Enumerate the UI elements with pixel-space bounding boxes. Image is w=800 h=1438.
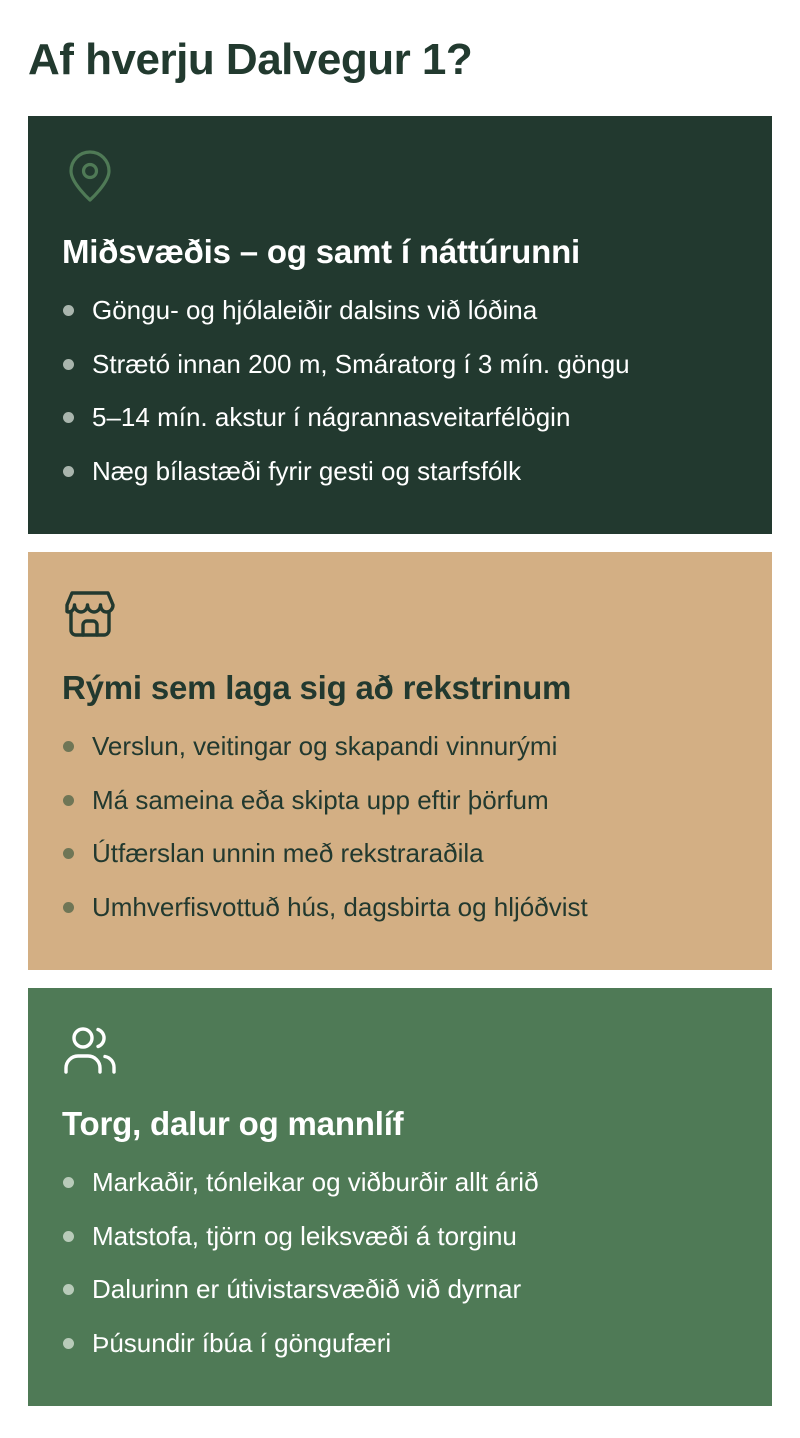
bullet-dot — [63, 848, 74, 859]
list-item — [62, 455, 738, 487]
list-item — [62, 1273, 738, 1305]
users-icon — [62, 1022, 118, 1078]
feature-card-location — [28, 116, 772, 534]
list-item — [62, 891, 738, 923]
bullet-dot — [63, 741, 74, 752]
list-item-text: Verslun, veitingar og skapandi vinnurými — [92, 731, 558, 761]
bullet-dot — [63, 1284, 74, 1295]
list-item-text: Útfærslan unnin með rekstraraðila — [92, 838, 484, 868]
list-item — [62, 294, 738, 326]
bullet-dot — [63, 466, 74, 477]
list-item-text: Matstofa, tjörn og leiksvæði á torginu — [92, 1220, 517, 1251]
list-item-text: Strætó innan 200 m, Smáratorg í 3 mín. göngu — [92, 348, 630, 379]
list-item — [62, 730, 738, 762]
list-item-text: 5–14 mín. akstur í nágrannasveitarfélögin — [92, 402, 571, 432]
list-item-text: Dalurinn er útivistarsvæðið við dyrnar — [92, 1274, 522, 1304]
list-item-text: Þúsundir íbúa í göngufæri — [92, 1327, 392, 1358]
card-title: Rými sem laga sig að rekstrinum — [62, 669, 572, 706]
list-item — [62, 1220, 738, 1252]
feature-card-spaces — [28, 552, 772, 970]
list-item — [62, 1327, 738, 1359]
list-item-text: Göngu- og hjólaleiðir dalsins við lóðina — [92, 295, 538, 325]
list-item — [62, 837, 738, 869]
list-item — [62, 1166, 738, 1198]
list-item — [62, 784, 738, 816]
map-pin-icon — [62, 150, 118, 206]
list-item — [62, 401, 738, 433]
bullet-dot — [63, 359, 74, 370]
list-item — [62, 348, 738, 380]
bullet-dot — [63, 795, 74, 806]
feature-list — [62, 730, 738, 923]
list-item-text: Næg bílastæði fyrir gesti og starfsfólk — [92, 455, 522, 486]
card-title: Miðsvæðis – og samt í náttúrunni — [62, 233, 580, 270]
list-item-text: Markaðir, tónleikar og viðburðir allt árið — [92, 1167, 539, 1197]
bullet-dot — [63, 1177, 74, 1188]
bullet-dot — [63, 902, 74, 913]
feature-card-community — [28, 988, 772, 1406]
storefront-icon — [62, 586, 118, 642]
feature-list — [62, 294, 738, 487]
bullet-dot — [63, 412, 74, 423]
page-title: Af hverju Dalvegur 1? — [28, 35, 473, 84]
list-item-text: Má sameina eða skipta upp eftir þörfum — [92, 784, 549, 815]
feature-list — [62, 1166, 738, 1359]
list-item-text: Umhverfisvottuð hús, dagsbirta og hljóðvist — [92, 891, 588, 922]
bullet-dot — [63, 1338, 74, 1349]
bullet-dot — [63, 305, 74, 316]
card-title: Torg, dalur og mannlíf — [62, 1105, 404, 1142]
bullet-dot — [63, 1231, 74, 1242]
